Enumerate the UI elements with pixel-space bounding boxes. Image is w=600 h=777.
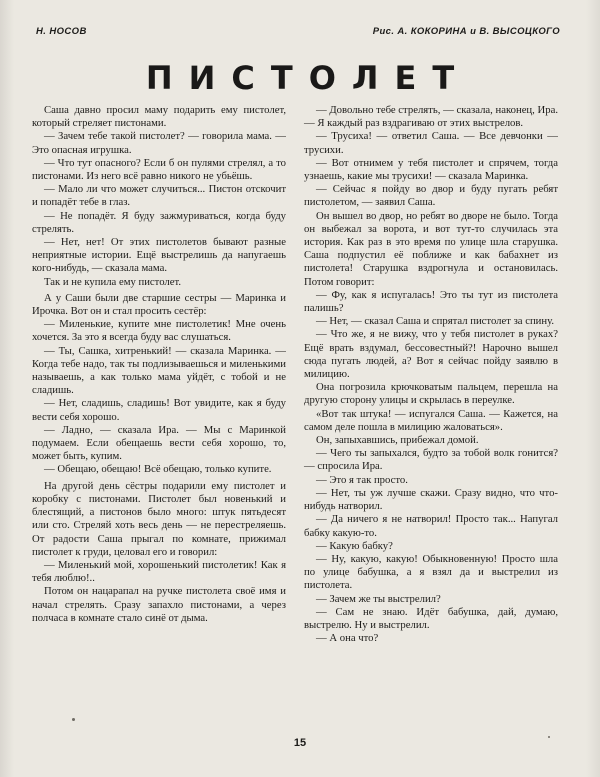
paragraph: — Нет, ты уж лучше скажи. Сразу видно, что что-нибудь натворил.	[304, 486, 558, 513]
text-column-right	[304, 104, 558, 645]
paragraph: А у Саши были две старшие сестры — Маринка и Ирочка. Вот он и стал просить сестёр:	[32, 291, 286, 318]
paragraph: — Зачем же ты выстрелил?	[316, 592, 441, 605]
paragraph: «Вот так штука! — испугался Саша. — Кажется, на самом деле пошла в милицию жаловаться».	[304, 407, 558, 433]
paragraph: — Нет, сладишь, сладишь! Вот увидите, как я буду вести себя хорошо.	[32, 397, 286, 423]
paragraph: — Ты, Сашка, хитренький! — сказала Маринка. — Когда тебе надо, так ты подлизываешься и миленькими называешь, а как только мама уйдёт, с тобой и не сладишь.	[32, 344, 286, 397]
paragraph: — Мало ли что может случиться... Пистон отскочит и попадёт тебе в глаз.	[32, 183, 286, 209]
paragraph: — Вот отнимем у тебя пистолет и спрячем, тогда узнаешь, какие мы трусихи! — сказала Маринка.	[304, 156, 558, 183]
paragraph: — Обещаю, обещаю! Всё обещаю, только купите.	[44, 463, 272, 476]
paragraph: — Ладно, — сказала Ира. — Мы с Маринкой подумаем. Если обещаешь вести себя хорошо, то, может быть, купим.	[32, 423, 286, 463]
print-speck	[72, 718, 75, 721]
paragraph: — Что же, я не вижу, что у тебя пистолет в руках? Ещё врать вздумал, бессовестный?! Нарочно вышел сюда пугать людей, а? Вот я сейчас пойду заявлю в милицию.	[304, 328, 558, 381]
paragraph: Она погрозила крючковатым пальцем, перешла на другую сторону улицы и скрылась в переулке.	[304, 381, 558, 407]
paragraph: Так и не купила ему пистолет.	[44, 275, 182, 288]
paragraph: — А она что?	[316, 632, 379, 645]
paragraph: Потом он нацарапал на ручке пистолета своё имя и начал стрелять. Сразу запахло пистонами, а через полчаса в комнате стало синё от дыма.	[32, 585, 286, 624]
paragraph: — Нет, — сказал Саша и спрятал пистолет за спину.	[316, 315, 555, 328]
paragraph: — Трусиха! — ответил Саша. — Все девчонки — трусихи.	[304, 130, 558, 156]
paragraph: Саша давно просил маму подарить ему пистолет, который стреляет пистонами.	[32, 104, 286, 130]
story-title: ПИСТОЛЕТ	[145, 59, 471, 97]
page-header	[36, 26, 560, 40]
paragraph: — Ну, какую, какую! Обыкновенную! Просто шла по улице бабушка, а я взял да и выстрелил из пистолета.	[304, 552, 558, 592]
paragraph: — Что тут опасного? Если б он пулями стрелял, а то пистонами. Из него всё равно никого не убьёшь.	[32, 156, 286, 183]
paragraph: — Это я так просто.	[316, 473, 408, 486]
paragraph: — Зачем тебе такой пистолет? — говорила мама. — Это опасная игрушка.	[32, 130, 286, 156]
illustration-credit: Рис. А. КОКОРИНА и В. ВЫСОЦКОГО	[372, 26, 560, 37]
paragraph: — Какую бабку?	[316, 539, 393, 552]
paragraph: На другой день сёстры подарили ему пистолет и коробку с пистонами. Пистолет был новенький и блестящий, а пистонов было много: штук пятьдесят или сто. Стреляй хоть весь день — не перестреляешь. От радости Саша прыгал по комнате, прижимал пистолет к груди, целовал его и говорил:	[32, 479, 286, 558]
paragraph: — Фу, как я испугалась! Это ты тут из пистолета палишь?	[304, 288, 558, 315]
author-name: Н. НОСОВ	[36, 26, 87, 37]
paragraph: Он вышел во двор, но ребят во дворе не было. Тогда он выбежал за ворота, и вот тут-то случилась эта история. Как раз в это время по улице шла старушка. Саша подпустил её поближе и как бабахнет из пистолета! Старушка вздрогнула и остановилась. Потом говорит:	[304, 209, 558, 288]
paragraph: — Чего ты запыхался, будто за тобой волк гонится? — спросила Ира.	[304, 447, 558, 473]
paragraph: — Сейчас я пойду во двор и буду пугать ребят пистолетом, — заявил Саша.	[304, 183, 558, 209]
paragraph: — Миленькие, купите мне пистолетик! Мне очень хочется. За это я всегда буду вас слушаться.	[32, 318, 286, 344]
paragraph: — Сам не знаю. Идёт бабушка, дай, думаю, выстрелю. Ну и выстрелил.	[304, 605, 558, 631]
page-number: 15	[293, 737, 307, 749]
paragraph: — Довольно тебе стрелять, — сказала, наконец, Ира. — Я каждый раз вздрагиваю от этих выстрелов.	[304, 104, 558, 130]
paragraph: — Нет, нет! От этих пистолетов бывают разные неприятные истории. Ещё выстрелишь да напугаешь кого-нибудь, — сказала мама.	[32, 236, 286, 275]
paragraph: — Да ничего я не натворил! Просто так... Напугал бабку какую-то.	[304, 513, 558, 539]
text-column-left	[32, 104, 286, 625]
paragraph: — Не попадёт. Я буду зажмуриваться, когда буду стрелять.	[32, 209, 286, 235]
paragraph: — Миленький мой, хорошенький пистолетик! Как я тебя люблю!..	[32, 558, 286, 585]
paragraph: Он, запыхавшись, прибежал домой.	[316, 434, 479, 447]
